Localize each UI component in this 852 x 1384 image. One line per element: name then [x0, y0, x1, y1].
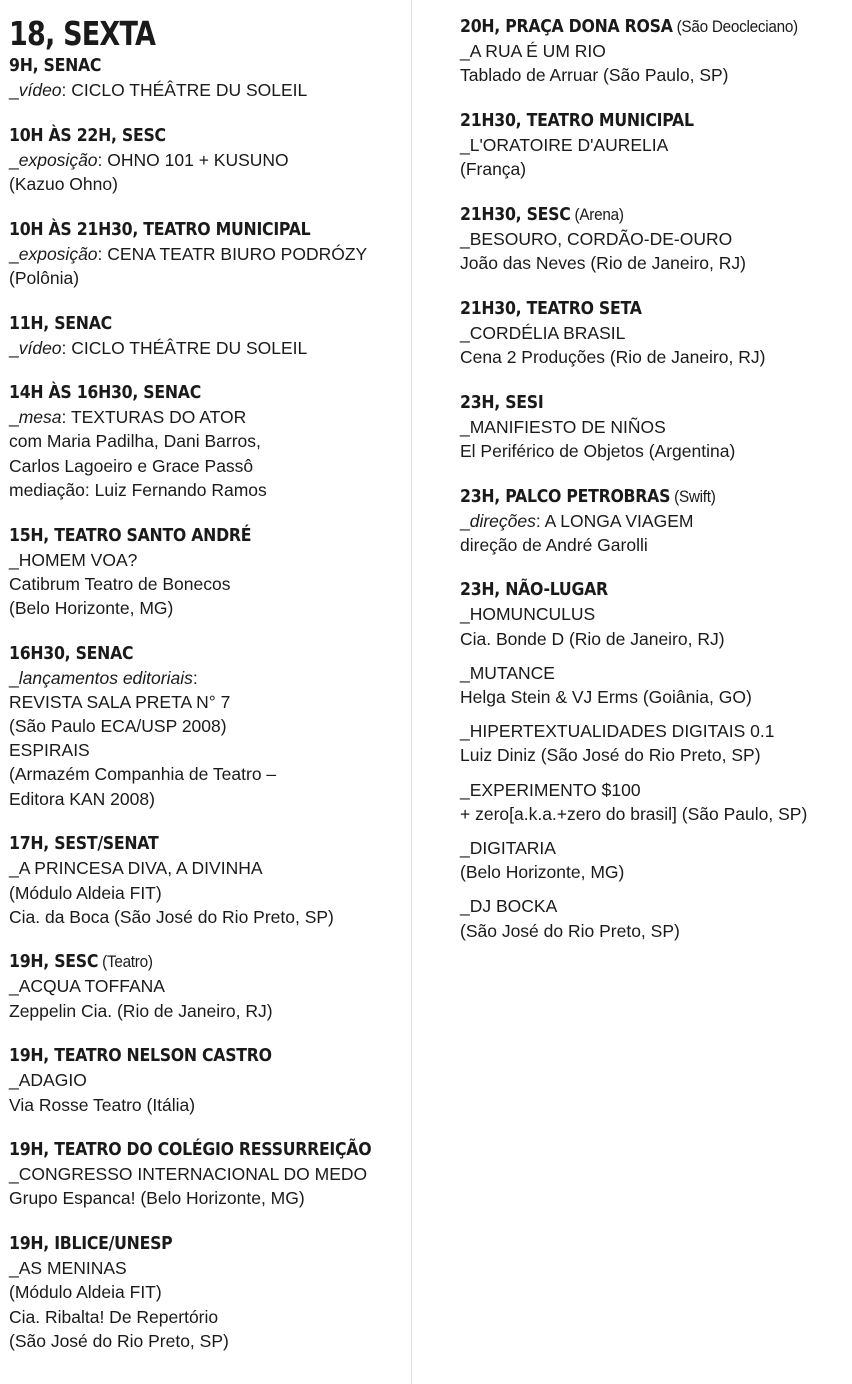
event-line: Tablado de Arruar (São Paulo, SP)	[460, 65, 729, 86]
event-line	[9, 242, 404, 266]
event-heading	[9, 832, 365, 856]
event-heading	[9, 218, 365, 242]
line-prefix: _	[9, 407, 19, 428]
event-block	[9, 218, 404, 290]
line-prefix: _	[460, 510, 470, 531]
event-heading	[9, 950, 365, 974]
event-line: Catibrum Teatro de Bonecos	[9, 573, 231, 594]
event-block	[460, 391, 848, 463]
event-line: _ACQUA TOFFANA	[9, 976, 165, 997]
event-line: Editora KAN 2008)	[9, 788, 155, 809]
event-line: (Módulo Aldeia FIT)	[9, 882, 162, 903]
event-block	[9, 54, 404, 102]
event-venue-note: (Teatro)	[98, 952, 153, 972]
event-line: Cia. Ribalta! De Repertório	[9, 1306, 219, 1327]
event-line: Grupo Espanca! (Belo Horizonte, MG)	[9, 1188, 305, 1209]
line-category: vídeo	[18, 80, 62, 100]
event-time-venue: 14H ÀS 16H30, SENAC	[9, 383, 201, 404]
event-time-venue: 19H, TEATRO NELSON CASTRO	[9, 1046, 272, 1067]
event-heading	[9, 312, 365, 336]
event-line: _L'ORATOIRE D'AURELIA	[460, 134, 669, 155]
event-line: _MANIFIESTO DE NIÑOS	[460, 416, 666, 437]
event-line: (Kazuo Ohno)	[9, 173, 118, 194]
event-line: _MUTANCE	[460, 662, 555, 683]
event-heading	[9, 381, 365, 405]
event-line: Cia. Bonde D (Rio de Janeiro, RJ)	[460, 628, 725, 649]
event-line: Luiz Diniz (São José do Rio Preto, SP)	[460, 745, 761, 766]
event-venue-note: (São Deocleciano)	[672, 17, 798, 36]
event-line: (Armazém Companhia de Teatro –	[9, 764, 277, 785]
line-prefix: _	[9, 80, 19, 100]
event-time-venue: 10H ÀS 22H, SESC	[9, 125, 166, 146]
event-line: _CONGRESSO INTERNACIONAL DO MEDO	[9, 1164, 368, 1185]
left-column	[9, 0, 404, 1375]
event-line: _ADAGIO	[9, 1070, 87, 1091]
line-prefix: _	[9, 337, 19, 358]
event-time-venue: 21H30, TEATRO SETA	[460, 298, 642, 319]
event-line	[9, 336, 404, 360]
event-line: (Módulo Aldeia FIT)	[9, 1282, 162, 1303]
event-time-venue: 21H30, SESC	[460, 204, 571, 225]
event-line: _HOMEM VOA?	[9, 549, 138, 570]
event-time-venue: 23H, SESI	[460, 392, 544, 413]
line-text: : CICLO THÉÂTRE DU SOLEIL	[61, 337, 308, 358]
event-line: (São José do Rio Preto, SP)	[460, 920, 680, 941]
event-line	[9, 148, 404, 172]
event-block	[460, 203, 848, 275]
event-block	[9, 124, 404, 196]
event-time-venue: 17H, SEST/SENAT	[9, 834, 159, 855]
event-block	[460, 15, 848, 87]
event-block	[460, 297, 848, 369]
event-line	[460, 509, 848, 533]
event-time-venue: 19H, SESC	[9, 952, 99, 973]
event-line: direção de André Garolli	[460, 534, 648, 555]
event-time-venue: 23H, NÃO-LUGAR	[460, 580, 608, 601]
event-venue-note: (Swift)	[670, 486, 716, 506]
event-time-venue: 9H, SENAC	[9, 56, 102, 76]
right-column	[460, 0, 848, 964]
column-divider	[411, 0, 412, 1384]
event-line: Helga Stein & VJ Erms (Goiânia, GO)	[460, 687, 752, 708]
event-time-venue: 11H, SENAC	[9, 313, 112, 334]
event-heading	[9, 642, 365, 666]
event-block	[9, 642, 404, 811]
event-heading	[460, 297, 809, 321]
event-line	[9, 78, 404, 102]
event-line: (Belo Horizonte, MG)	[460, 862, 625, 883]
event-line: Via Rosse Teatro (Itália)	[9, 1094, 196, 1115]
line-text: : A LONGA VIAGEM	[535, 510, 694, 531]
event-time-venue: 10H ÀS 21H30, TEATRO MUNICIPAL	[9, 219, 311, 240]
event-heading	[460, 485, 809, 509]
line-category: exposição	[18, 149, 98, 170]
event-line: ESPIRAIS	[9, 740, 90, 761]
event-time-venue: 19H, IBLICE/UNESP	[9, 1234, 173, 1255]
line-prefix: _	[9, 149, 19, 170]
event-line: João das Neves (Rio de Janeiro, RJ)	[460, 253, 746, 274]
day-title: 18, SEXTA	[9, 14, 156, 53]
event-time-venue: 15H, TEATRO SANTO ANDRÉ	[9, 525, 252, 546]
event-line: _A PRINCESA DIVA, A DIVINHA	[9, 858, 263, 879]
line-text: : TEXTURAS DO ATOR	[61, 407, 247, 428]
line-prefix: _	[9, 243, 19, 264]
event-line: (Belo Horizonte, MG)	[9, 597, 174, 618]
event-block	[9, 312, 404, 360]
event-line: (São José do Rio Preto, SP)	[9, 1330, 229, 1351]
event-line: _A RUA É UM RIO	[460, 41, 606, 61]
line-text: : CENA TEATR BIURO PODRÓZY	[97, 243, 368, 264]
event-time-venue: 23H, PALCO PETROBRAS	[460, 486, 671, 507]
event-line: REVISTA SALA PRETA N° 7	[9, 691, 231, 712]
event-line: _BESOURO, CORDÃO-DE-OURO	[460, 228, 733, 249]
event-line: mediação: Luiz Fernando Ramos	[9, 479, 267, 500]
event-heading	[460, 109, 809, 133]
event-heading	[9, 1138, 372, 1162]
sub-event	[460, 661, 848, 709]
event-line: _HIPERTEXTUALIDADES DIGITAIS 0.1	[460, 721, 775, 742]
event-heading	[460, 203, 809, 227]
event-block	[9, 950, 404, 1022]
event-block	[9, 1044, 404, 1116]
event-line: com Maria Padilha, Dani Barros,	[9, 431, 261, 452]
event-block	[460, 578, 848, 942]
event-time-venue: 20H, PRAÇA DONA ROSA	[460, 17, 673, 37]
event-time-venue: 21H30, TEATRO MUNICIPAL	[460, 110, 694, 131]
event-line: + zero[a.k.a.+zero do brasil] (São Paulo, SP)	[460, 803, 808, 824]
line-text: :	[192, 667, 198, 688]
event-line: (Polônia)	[9, 267, 80, 288]
line-category: mesa	[18, 407, 62, 428]
sub-event	[460, 778, 848, 826]
event-line: _CORDÉLIA BRASIL	[460, 322, 626, 343]
event-heading	[9, 54, 365, 78]
event-heading	[460, 578, 809, 602]
event-venue-note: (Arena)	[570, 204, 624, 224]
event-heading	[9, 124, 365, 148]
line-text: : OHNO 101 + KUSUNO	[97, 149, 289, 170]
event-line: _DJ BOCKA	[460, 896, 558, 917]
line-prefix: _	[9, 667, 19, 688]
sub-event	[460, 719, 848, 767]
event-line: (França)	[460, 159, 527, 180]
event-line: El Periférico de Objetos (Argentina)	[460, 440, 736, 461]
line-category: lançamentos editoriais	[18, 667, 193, 688]
event-heading	[9, 1044, 365, 1068]
event-line: _AS MENINAS	[9, 1258, 127, 1279]
event-block	[9, 1232, 404, 1353]
sub-event	[460, 836, 848, 884]
line-category: direções	[469, 510, 536, 531]
event-block	[9, 1138, 404, 1210]
event-block	[460, 109, 848, 181]
sub-event	[460, 894, 848, 942]
event-line: Cena 2 Produções (Rio de Janeiro, RJ)	[460, 346, 766, 367]
event-line: Carlos Lagoeiro e Grace Passô	[9, 455, 254, 476]
event-heading	[460, 15, 809, 39]
event-heading	[460, 391, 809, 415]
event-time-venue: 16H30, SENAC	[9, 643, 134, 664]
line-text: : CICLO THÉÂTRE DU SOLEIL	[61, 80, 308, 100]
line-category: exposição	[18, 243, 98, 264]
line-category: vídeo	[18, 337, 62, 358]
event-block	[460, 485, 848, 557]
event-line: Cia. da Boca (São José do Rio Preto, SP)	[9, 906, 334, 927]
event-line: (São Paulo ECA/USP 2008)	[9, 716, 227, 737]
event-block	[9, 832, 404, 929]
event-block	[9, 524, 404, 621]
event-line: Zeppelin Cia. (Rio de Janeiro, RJ)	[9, 1000, 273, 1021]
event-heading	[9, 1232, 365, 1256]
event-time-venue: 19H, TEATRO DO COLÉGIO RESSURREIÇÃO	[9, 1140, 372, 1161]
event-line: _HOMUNCULUS	[460, 604, 596, 625]
event-line	[9, 405, 404, 429]
event-line	[9, 666, 404, 690]
event-line: _DIGITARIA	[460, 838, 556, 859]
event-block	[9, 381, 404, 502]
event-heading	[9, 524, 365, 548]
event-line: _EXPERIMENTO $100	[460, 779, 641, 800]
